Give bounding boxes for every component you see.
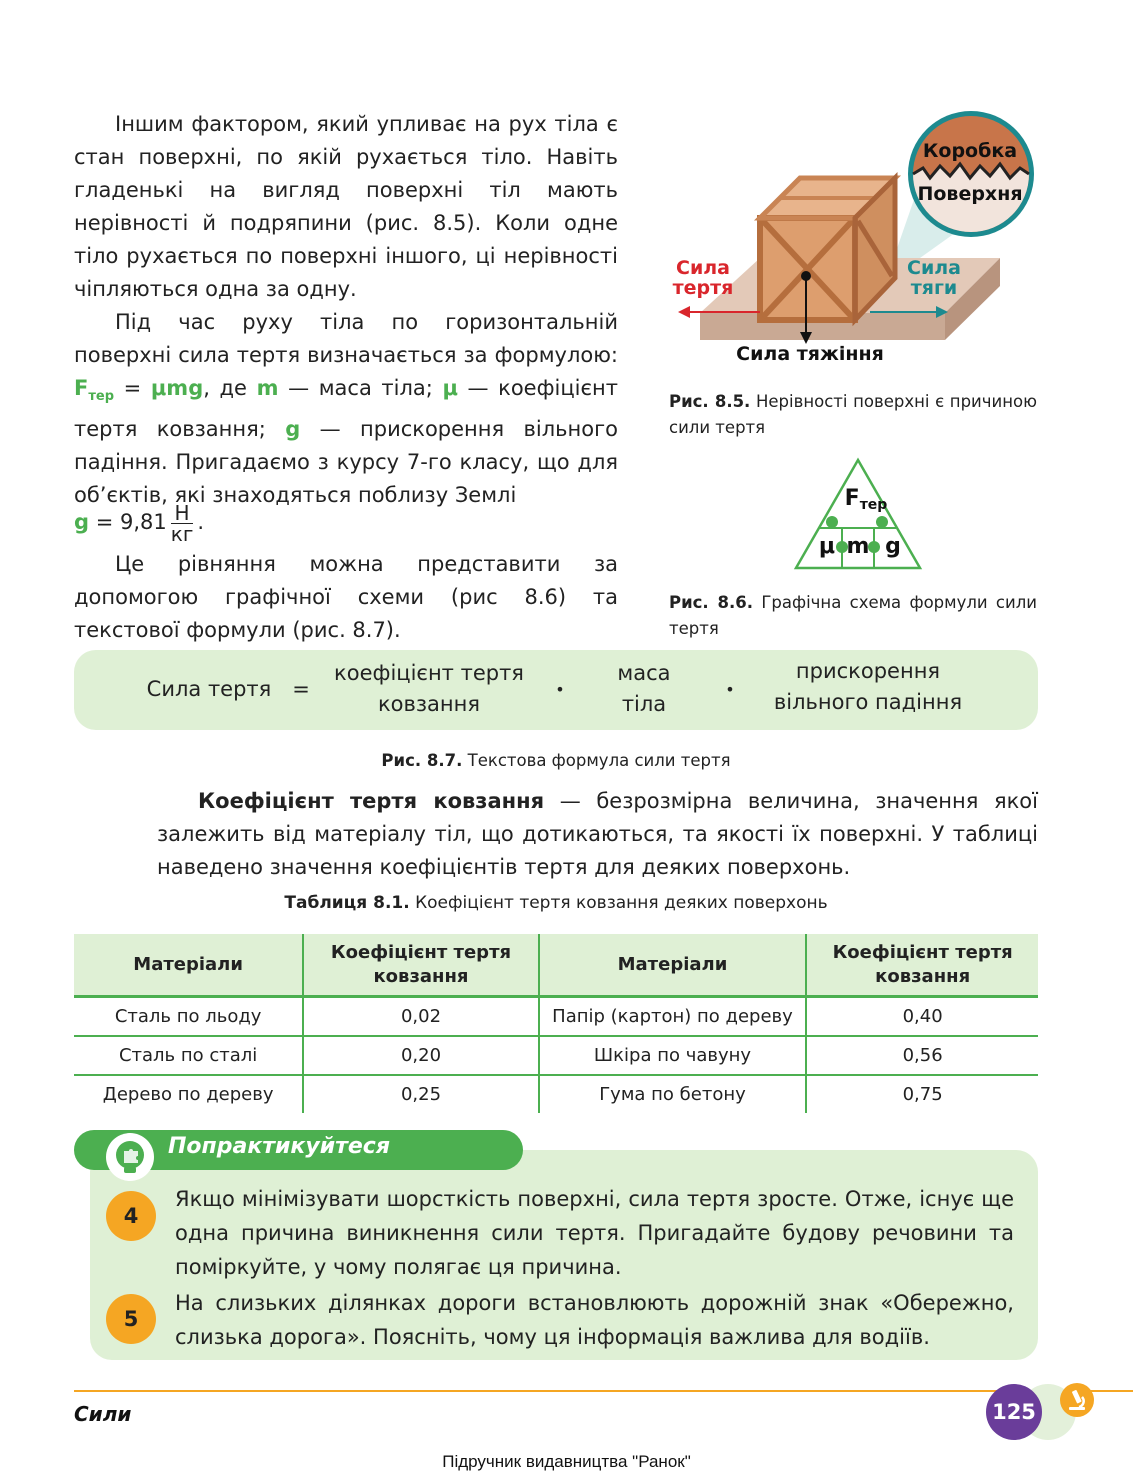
table-cell: 0,40 bbox=[806, 997, 1038, 1037]
text-formula-banner bbox=[74, 650, 1038, 730]
g-value-line bbox=[74, 500, 204, 544]
m-description: — маса тіла; bbox=[278, 376, 443, 400]
formula-term-mass: маса тіла bbox=[617, 661, 671, 716]
page-number: 125 bbox=[986, 1384, 1042, 1440]
table-cell: Сталь по сталі bbox=[74, 1036, 303, 1075]
definition-text: — безрозмірна величина, значення якої залежить від матеріалу тіл, що дотикаються, та якості їх поверхні. У таблиці наведено значення коефіцієнтів тертя для деяких поверхонь. bbox=[157, 789, 1038, 879]
formula-term-acceleration: прискорення вільного падіння bbox=[773, 659, 963, 714]
friction-coefficient-table bbox=[74, 934, 1038, 1113]
formula-equals: = bbox=[292, 677, 310, 701]
task-5-text: На слизьких ділянках дороги встановлюють дорожній знак «Обережно, слизька дорога». Поясніть, чому ця інформація важлива для водіїв. bbox=[175, 1291, 1014, 1349]
microscope-icon bbox=[1060, 1383, 1094, 1417]
symbol-g-value: g bbox=[74, 510, 90, 534]
table-header-materials-2: Матеріали bbox=[539, 934, 807, 997]
task-number-badge: 4 bbox=[106, 1191, 156, 1241]
crate-icon bbox=[760, 178, 895, 320]
figure-8-5-caption: Рис. 8.5. Нерівності поверхні є причиною сили тертя bbox=[669, 392, 1038, 437]
traction-force-label: Сила тяги bbox=[907, 257, 961, 299]
table-cell: Гума по бетону bbox=[539, 1075, 807, 1113]
triangle-top-F: Fтер bbox=[844, 486, 888, 513]
table-cell: 0,20 bbox=[303, 1036, 538, 1075]
table-cell: 0,25 bbox=[303, 1075, 538, 1113]
table-header-materials-1: Матеріали bbox=[74, 934, 303, 997]
lightbulb-puzzle-icon bbox=[106, 1133, 154, 1181]
symbol-mu: μ bbox=[442, 376, 458, 400]
practice-title: Попрактикуйтеся bbox=[168, 1134, 390, 1159]
table-cell: 0,75 bbox=[806, 1075, 1038, 1113]
gravity-force-label: Сила тяжіння bbox=[736, 343, 884, 365]
zoom-label-surface: Поверхня bbox=[917, 183, 1023, 205]
formula-F: $F_{тер}$ bbox=[74, 376, 115, 404]
formula-mumg: μmg bbox=[150, 376, 204, 400]
equals-sign: = bbox=[114, 376, 151, 400]
table-row bbox=[74, 1075, 1038, 1113]
formula-term-coefficient: коефіцієнт тертя ковзання bbox=[334, 661, 524, 716]
symbol-m: m bbox=[256, 376, 279, 400]
figure-8-7-caption: Рис. 8.7. Текстова формула сили тертя bbox=[381, 751, 731, 770]
triangle-bottom-g: g bbox=[885, 534, 901, 559]
formula-left-term: Сила тертя bbox=[146, 677, 272, 701]
unit-fraction: $\frac{Н}{кг}$ bbox=[170, 500, 194, 546]
task-number-badge: 5 bbox=[106, 1294, 156, 1344]
footer-section-title: Сили bbox=[74, 1402, 132, 1426]
formula-dot-2: • bbox=[725, 680, 735, 699]
table-cell: Сталь по льоду bbox=[74, 997, 303, 1037]
paragraph-surface-roughness: Іншим фактором, який упливає на рух тіла є стан поверхні, по якій рухається тіло. Навіть гладенькі на вигляд поверхні тіл мають нерівності й подряпини (рис. 8.5). Коли одне тіло рухається по поверхні іншого, ці нерівності чіпляються одна за одну. bbox=[74, 112, 618, 301]
symbol-g: g bbox=[285, 417, 301, 441]
period: . bbox=[197, 510, 205, 534]
paragraph-friction-formula bbox=[74, 306, 618, 512]
triangle-bottom-m: m bbox=[846, 534, 870, 559]
table-cell: 0,56 bbox=[806, 1036, 1038, 1075]
formula-dot-1: • bbox=[555, 680, 565, 699]
zoom-label-box: Коробка bbox=[922, 140, 1018, 162]
table-header-coefficient-2: Коефіцієнт тертя ковзання bbox=[806, 934, 1038, 997]
task-4-text: Якщо мінімізувати шорсткість поверхні, сила тертя зросте. Отже, існує ще одна причина виникнення сили тертя. Пригадайте будову речовини та поміркуйте, у чому полягає ця причина. bbox=[175, 1187, 1014, 1279]
footer-divider bbox=[74, 1390, 1133, 1392]
mu-description: — коефіцієнт тертя ковзання; bbox=[74, 376, 618, 441]
table-row bbox=[74, 997, 1038, 1037]
g-description: — прискорення вільного падіння. Пригадаємо з курсу 7-го класу, що для об’єктів, які знаходяться поблизу Землі bbox=[74, 417, 618, 507]
g-value: = 9,81 bbox=[89, 510, 167, 534]
triangle-bottom-mu: μ bbox=[818, 534, 836, 559]
text-de: , де bbox=[203, 376, 257, 400]
formula-intro: Під час руху тіла по горизонтальній поверхні сила тертя визначається за формулою: bbox=[74, 310, 618, 367]
publisher-note: Підручник видавництва "Ранок" bbox=[442, 1452, 691, 1471]
definition-term: Коефіцієнт тертя ковзання bbox=[198, 789, 545, 813]
friction-force-label: Сила тертя bbox=[672, 257, 734, 299]
table-cell: Шкіра по чавуну bbox=[539, 1036, 807, 1075]
table-caption: Таблиця 8.1. Коефіцієнт тертя ковзання деяких поверхонь bbox=[284, 893, 828, 913]
figure-8-6-caption: Рис. 8.6. Графічна схема формули сили тертя bbox=[669, 593, 1037, 638]
table-row bbox=[74, 1036, 1038, 1075]
paragraph-schema-intro: Це рівняння можна представити за допомогою графічної схеми (рис 8.6) та текстової формули (рис. 8.7). bbox=[74, 552, 618, 642]
table-cell: 0,02 bbox=[303, 997, 538, 1037]
table-cell: Папір (картон) по дереву bbox=[539, 997, 807, 1037]
definition-paragraph bbox=[157, 785, 1038, 884]
table-header-coefficient-1: Коефіцієнт тертя ковзання bbox=[303, 934, 538, 997]
table-cell: Дерево по дереву bbox=[74, 1075, 303, 1113]
